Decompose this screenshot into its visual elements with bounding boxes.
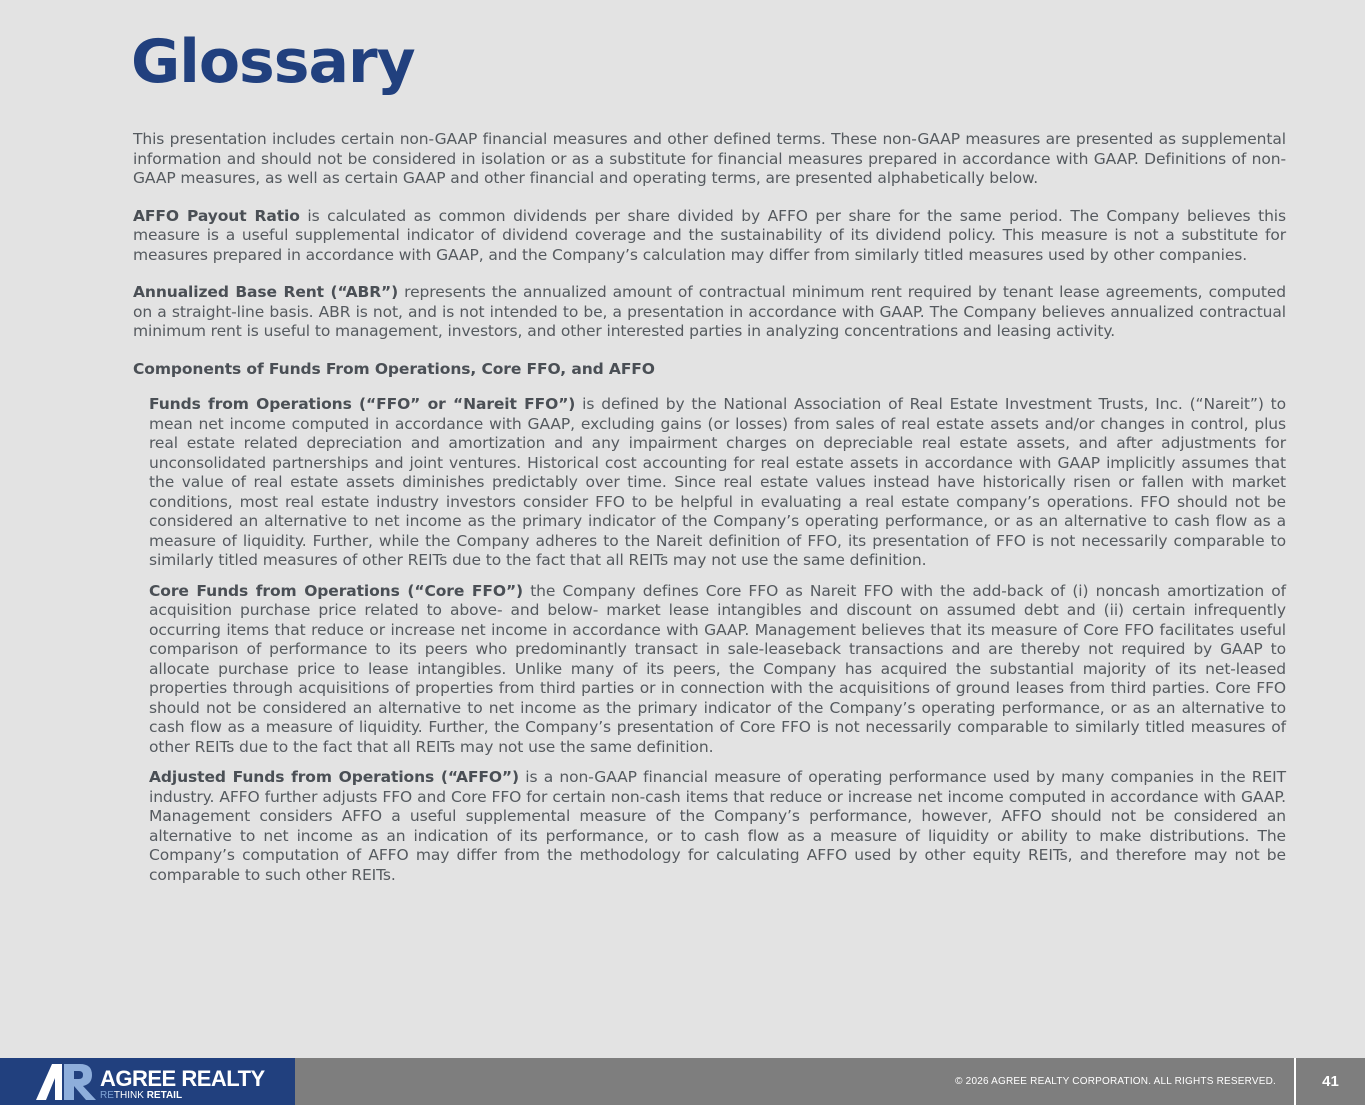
company-logo [0,1058,295,1105]
tagline-retail: RETAIL [146,1090,183,1101]
tagline-think: THINK [113,1090,147,1101]
glossary-entry-core-ffo [149,582,1286,758]
glossary-entry-affo [149,768,1286,885]
glossary-term: Funds from Operations (“FFO” or “Nareit FFO”) [149,395,576,413]
logo-tagline [100,1090,182,1101]
glossary-definition: is calculated as common dividends per share divided by AFFO per share for the same period. The Company believes this measure is a useful supplemental indicator of dividend coverage and the sustainability of its dividend policy. This measure is not a substitute for measures prepared in accordance with GAAP, and the Company’s calculation may differ from similarly titled measures used by other companies. [133,206,1286,264]
glossary-term: AFFO Payout Ratio [133,206,300,225]
glossary-term: Annualized Base Rent (“ABR”) [133,283,399,301]
intro-paragraph: This presentation includes certain non-GAAP financial measures and other defined terms. These non-GAAP measures are presented as supplemental information and should not be considered in isolation or as a substitute for financial measures prepared in accordance with GAAP. Definitions of non-GAAP measures, as well as certain GAAP and other financial and operating terms, are presented alphabetically below. [133,130,1286,187]
glossary-definition: is defined by the National Association of Real Estate Investment Trusts, Inc. (“Nareit”) to mean net income computed in accordance with GAAP, excluding gains (or losses) from sales of real estate assets and/or changes in control, plus real estate related depreciation and amortization and any impairment charges on depreciable real estate assets, and after adjustments for unconsolidated partnerships and joint ventures. Historical cost accounting for real estate assets in accordance with GAAP implicitly assumes that the value of real estate assets diminishes predictably over time. Since real estate values instead have historically risen or fallen with market conditions, most real estate industry investors consider FFO to be helpful in evaluating a real estate company’s operations. FFO should not be considered an alternative to net income as the primary indicator of the Company’s operating performance, or as an alternative to cash flow as a measure of liquidity. Further, while the Company adheres to the Nareit definition of FFO, its presentation of FFO is not necessarily comparable to similarly titled measures of other REITs due to the fact that all REITs may not use the same definition. [149,395,1287,569]
glossary-term: Core Funds from Operations (“Core FFO”) [149,581,524,600]
glossary-entry-affo-payout-ratio [133,207,1286,266]
glossary-term: Adjusted Funds from Operations (“AFFO”) [149,768,519,786]
logo-wordmark: AGREE REALTY [100,1066,265,1091]
glossary-definition: represents the annualized amount of contractual minimum rent required by tenant lease agreements, computed on a straight-line basis. ABR is not, and is not intended to be, a presentation in accordance with GAAP. The Company believes annualized contractual minimum rent is useful to management, investors, and other interested parties in analyzing concentrations and leasing activity. [133,283,1286,340]
page-title: Glossary [131,27,415,97]
section-heading: Components of Funds From Operations, Core FFO, and AFFO [133,359,655,378]
glossary-entry-abr [133,283,1286,342]
footer [0,1058,1365,1105]
glossary-body [133,130,1286,896]
page-number: 41 [1322,1073,1339,1090]
glossary-definition: is a non-GAAP financial measure of operating performance used by many companies in the REIT industry. AFFO further adjusts FFO and Core FFO for certain non-cash items that reduce or increase net income computed in accordance with GAAP. Management considers AFFO a useful supplemental measure of the Company’s performance, however, AFFO should not be considered an alternative to net income as an indication of its performance, or to cash flow as a measure of liquidity or ability to make distributions. The Company’s computation of AFFO may differ from the methodology for calculating AFFO used by other equity REITs, and therefore may not be comparable to such other REITs. [149,768,1286,884]
glossary-entry-ffo [149,395,1286,571]
tagline-re: RE [100,1090,114,1101]
copyright-notice: © 2026 AGREE REALTY CORPORATION. ALL RIGHTS RESERVED. [955,1076,1276,1087]
agree-realty-logo-icon [36,1064,98,1100]
glossary-definition: the Company defines Core FFO as Nareit FFO with the add-back of (i) noncash amortization of acquisition purchase price related to above- and below- market lease intangibles and discount on assumed debt and (ii) certain infrequently occurring items that reduce or increase net income in accordance with GAAP. Management believes that its measure of Core FFO facilitates useful comparison of performance to its peers who predominantly transact in sale-leaseback transactions and are thereby not required by GAAP to allocate purchase price to lease intangibles. Unlike many of its peers, the Company has acquired the substantial majority of its net-leased properties through acquisitions of properties from third parties or in connection with the acquisitions of ground leases from third parties. Core FFO should not be considered an alternative to net income as the primary indicator of the Company’s operating performance, or as an alternative to cash flow as a measure of liquidity. Further, the Company’s presentation of Core FFO is not necessarily comparable to similarly titled measures of other REITs due to the fact that all REITs may not use the same definition. [149,581,1287,756]
